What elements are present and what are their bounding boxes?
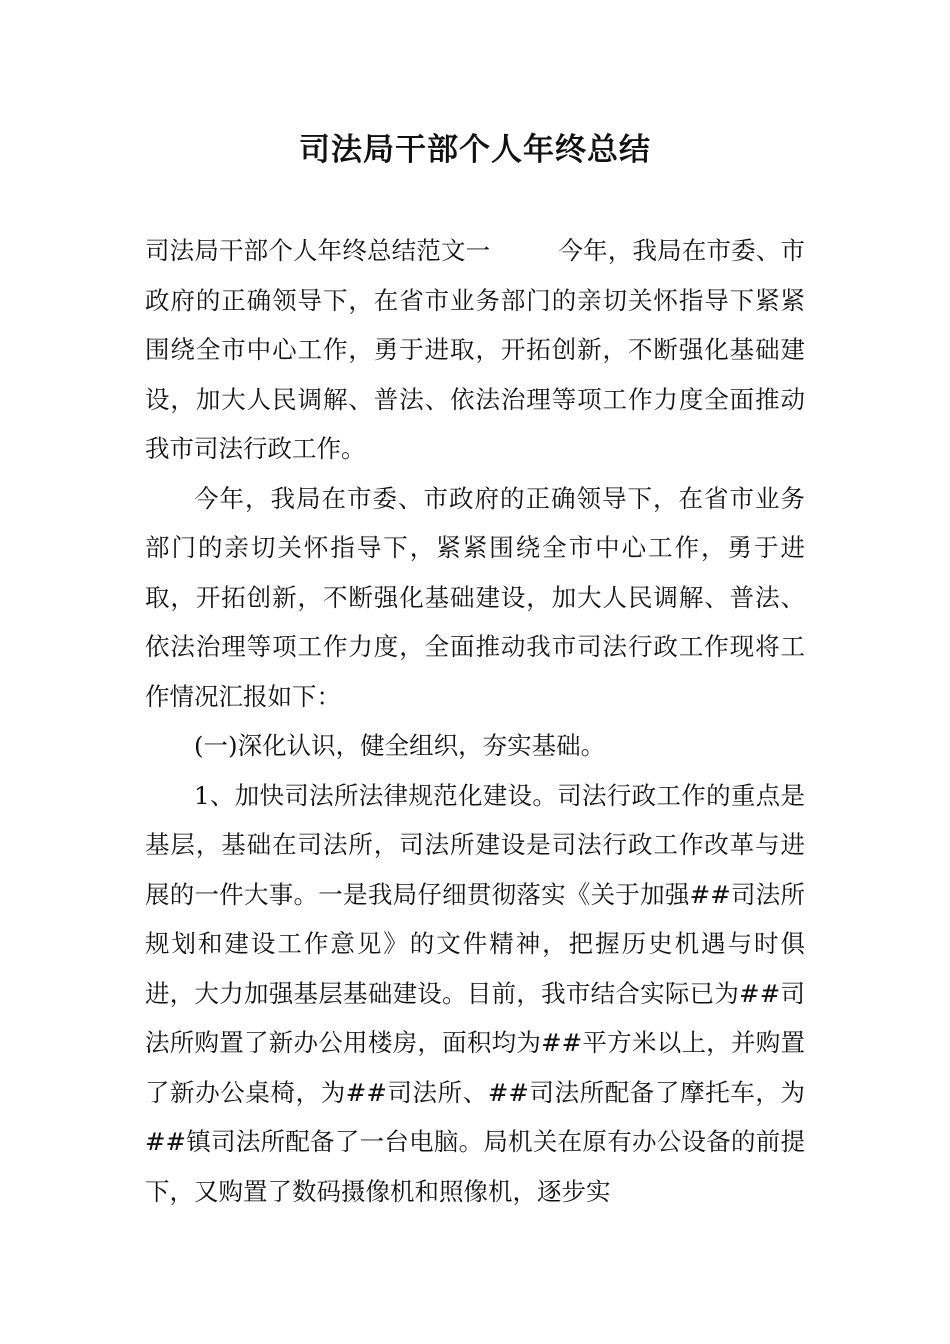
paragraph-overview: 今年，我局在市委、市政府的正确领导下，在省市业务部门的亲切关怀指导下，紧紧围绕全市中心工作，勇于进取，开拓创新，不断强化基础建设，加大人民调解、普法、依法治理等项工作力度，全面推动我市司法行政工作现将工作情况汇报如下： — [145, 483, 805, 711]
paragraph-lead: 司法局干部个人年终总结范文一 — [145, 236, 491, 265]
section-heading: (一)深化认识，健全组织，夯实基础。 — [194, 731, 606, 760]
document-title: 司法局干部个人年终总结 — [299, 132, 651, 168]
paragraph-intro — [145, 226, 805, 474]
paragraph-text: 今年，我局在市委、市政府的正确领导下，在省市业务部门的亲切关怀指导下紧紧围绕全市中心工作，勇于进取，开拓创新，不断强化基础建设，加大人民调解、普法、依法治理等项工作力度全面推动我市司法行政工作。 — [145, 236, 806, 463]
document-body — [145, 226, 805, 1216]
paragraph-item-1: 1、加快司法所法律规范化建设。司法行政工作的重点是基层，基础在司法所，司法所建设是司法行政工作改革与进展的一件大事。一是我局仔细贯彻落实《关于加强##司法所规划和建设工作意见》的文件精神，把握历史机遇与时俱进，大力加强基层基础建设。目前，我市结合实际已为##司法所购置了新办公用楼房，面积均为##平方米以上，并购置了新办公桌椅，为##司法所、##司法所配备了摩托车，为##镇司法所配备了一台电脑。局机关在原有办公设备的前提下，又购置了数码摄像机和照像机，逐步实 — [145, 780, 805, 1206]
